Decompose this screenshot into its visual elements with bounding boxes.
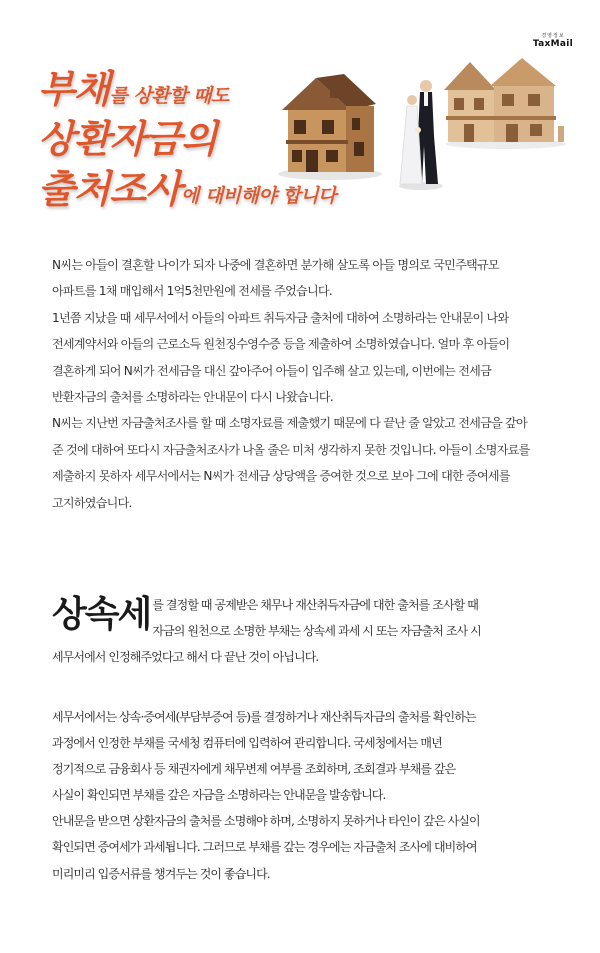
intro-story [52, 252, 562, 516]
wedding-couple-illustration [398, 76, 444, 190]
logo-wordmark: TaxMail [532, 39, 574, 49]
logo-caption: 경영정보 [541, 33, 565, 39]
intro-line: 아파트를 1채 매입해서 1억5천만원에 전세를 주었습니다. [52, 284, 332, 299]
title-line-2 [38, 108, 217, 163]
section3-line: 확인되면 증여세가 과세됩니다. 그러므로 부채를 갚는 경우에는 자금출처 조사에 대비하여 [52, 840, 477, 855]
title-keyword-debt: 부채 [38, 67, 110, 111]
section3-line: 사실이 확인되면 부채를 갚은 자금을 소명하라는 안내문을 발송합니다. [52, 788, 386, 803]
intro-line: 제출하지 못하자 세무서에서는 N씨가 전세금 상당액을 증여한 것으로 보아 그에 대한 증여세를 [52, 469, 510, 484]
title-line-1 [38, 58, 229, 113]
section2-line: 세무서에서 인정해주었다고 해서 다 끝난 것이 아닙니다. [52, 650, 319, 664]
intro-line: 1년쯤 지났을 때 세무서에서 아들의 아파트 취득자금 출처에 대하여 소명하라는 안내문이 나와 [52, 310, 509, 325]
title-subtext-3: 에 대비해야 합니다 [180, 185, 336, 207]
taxmail-logo [526, 33, 580, 49]
section3-line: 미리미리 입증서류를 챙겨두는 것이 좋습니다. [52, 866, 270, 881]
section2-line: 자금의 원천으로 소명한 부채는 상속세 과세 시 또는 자금출처 조사 시 [152, 624, 481, 638]
section3-line: 과정에서 인정한 부채를 국세청 컴퓨터에 입력하여 관리합니다. 국세청에서는 매년 [52, 736, 442, 751]
intro-line: 전세계약서와 아들의 근로소득 원천징수영수증 등을 제출하여 소명하였습니다. 얼마 후 아들이 [52, 337, 510, 352]
header-banner [0, 50, 600, 220]
intro-line: 준 것에 대하여 또다시 자금출처조사가 나올 줄은 미처 생각하지 못한 것입니다. 아들이 소명자료를 [52, 442, 530, 457]
intro-line: 고지하였습니다. [52, 495, 132, 510]
wooden-house-illustration [272, 70, 384, 182]
intro-line: N씨는 지난번 자금출처조사를 할 때 소명자료를 제출했기 때문에 다 끝난 줄 알았고 전세금을 갚아 [52, 416, 527, 431]
title-keyword-repayment: 상환자금의 [38, 117, 217, 161]
title-subtext-1: 를 상환할 때도 [109, 85, 229, 107]
section3-line: 안내문을 받으면 상환자금의 출처를 소명해야 하며, 소명하지 못하거나 타인이 갚은 사실이 [52, 814, 480, 829]
dropcap-inheritance-tax: 상속세 [52, 594, 151, 635]
intro-line: N씨는 아들이 결혼할 나이가 되자 나중에 결혼하면 분가해 살도록 아들 명의로 국민주택규모 [52, 258, 499, 272]
wooden-house-illustration-2 [440, 56, 570, 150]
inheritance-tax-section [52, 592, 567, 670]
intro-line: 반환자금의 출처를 소명하라는 안내문이 다시 나왔습니다. [52, 390, 333, 405]
section3-line: 세무서에서는 상속·증여세(부담부증여 등)를 결정하거나 재산취득자금의 출처를 확인하는 [52, 710, 476, 724]
title-keyword-source-check: 출처조사 [38, 167, 181, 211]
section3-line: 정기적으로 금융회사 등 채권자에게 채무변제 여부를 조회하며, 조회결과 부채를 갚은 [52, 762, 456, 777]
tax-office-section [52, 704, 570, 887]
section2-line: 를 결정할 때 공제받은 채무나 재산취득자금에 대한 출처를 조사할 때 [152, 598, 478, 612]
intro-line: 결혼하게 되어 N씨가 전세금을 대신 갚아주어 아들이 입주해 살고 있는데, 이번에는 전세금 [52, 363, 492, 378]
